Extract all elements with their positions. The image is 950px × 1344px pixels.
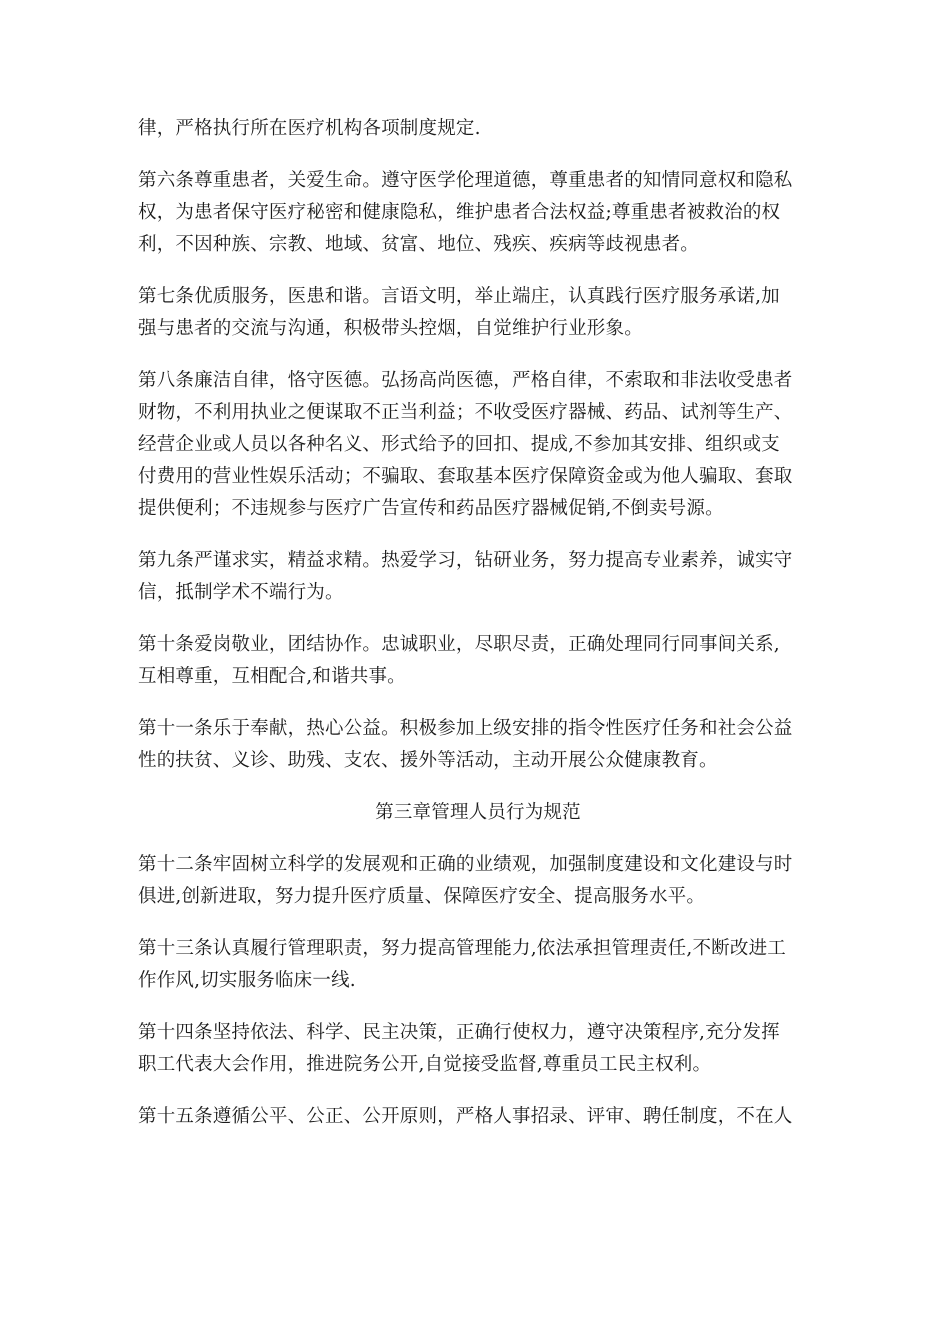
text-line: 第十二条牢固树立科学的发展观和正确的业绩观，加强制度建设和文化建设与时 [138,854,793,875]
paragraph-article-12 [138,849,818,913]
text-line: 强与患者的交流与沟通，积极带头控烟，自觉维护行业形象。 [138,318,643,339]
paragraph-article-6 [138,165,818,261]
paragraph-article-8 [138,365,818,525]
paragraph-article-7 [138,281,818,345]
paragraph-article-11 [138,713,818,777]
text-line: 第十四条坚持依法、科学、民主决策，正确行使权力，遵守决策程序,充分发挥 [138,1022,780,1043]
paragraph-article-15 [138,1101,818,1133]
text-line: 第十三条认真履行管理职责，努力提高管理能力,依法承担管理责任,不断改进工 [138,938,786,959]
text-line: 信，抵制学术不端行为。 [138,582,344,603]
text-line: 第十条爱岗敬业，团结协作。忠诚职业，尽职尽责，正确处理同行同事间关系, [138,634,780,655]
text-line: 俱进,创新进取，努力提升医疗质量、保障医疗安全、提高服务水平。 [138,886,706,907]
document-body [138,113,818,1153]
text-line: 律，严格执行所在医疗机构各项制度规定. [138,118,481,139]
heading-text: 第三章管理人员行为规范 [375,802,581,823]
text-line: 第十一条乐于奉献，热心公益。积极参加上级安排的指令性医疗任务和社会公益 [138,718,793,739]
text-line: 第八条廉洁自律，恪守医德。弘扬高尚医德，严格自律，不索取和非法收受患者 [138,370,793,391]
text-line: 提供便利；不违规参与医疗广告宣传和药品医疗器械促销,不倒卖号源。 [138,498,724,519]
text-line: 财物，不利用执业之便谋取不正当利益；不收受医疗器械、药品、试剂等生产、 [138,402,793,423]
paragraph-article-9 [138,545,818,609]
chapter-heading [138,797,818,829]
paragraph-article-13 [138,933,818,997]
text-line: 权，为患者保守医疗秘密和健康隐私，维护患者合法权益;尊重患者被救治的权 [138,202,781,223]
text-line: 第十五条遵循公平、公正、公开原则，严格人事招录、评审、聘任制度，不在人 [138,1106,793,1127]
text-line: 职工代表大会作用，推进院务公开,自觉接受监督,尊重员工民主权利。 [138,1054,712,1075]
text-line: 第七条优质服务，医患和谐。言语文明，举止端庄，认真践行医疗服务承诺,加 [138,286,780,307]
paragraph-article-14 [138,1017,818,1081]
text-line: 第九条严谨求实，精益求精。热爱学习，钻研业务，努力提高专业素养，诚实守 [138,550,793,571]
text-line: 作作风,切实服务临床一线. [138,970,356,991]
text-line: 第六条尊重患者，关爱生命。遵守医学伦理道德，尊重患者的知情同意权和隐私 [138,170,793,191]
text-line: 利，不因种族、宗教、地域、贫富、地位、残疾、疾病等歧视患者。 [138,234,700,255]
text-line: 性的扶贫、义诊、助残、支农、援外等活动，主动开展公众健康教育。 [138,750,718,771]
paragraph-article-5-end [138,113,818,145]
text-line: 互相尊重，互相配合,和谐共事。 [138,666,406,687]
paragraph-article-10 [138,629,818,693]
text-line: 付费用的营业性娱乐活动；不骗取、套取基本医疗保障资金或为他人骗取、套取 [138,466,793,487]
text-line: 经营企业或人员以各种名义、形式给予的回扣、提成,不参加其安排、组织或支 [138,434,780,455]
